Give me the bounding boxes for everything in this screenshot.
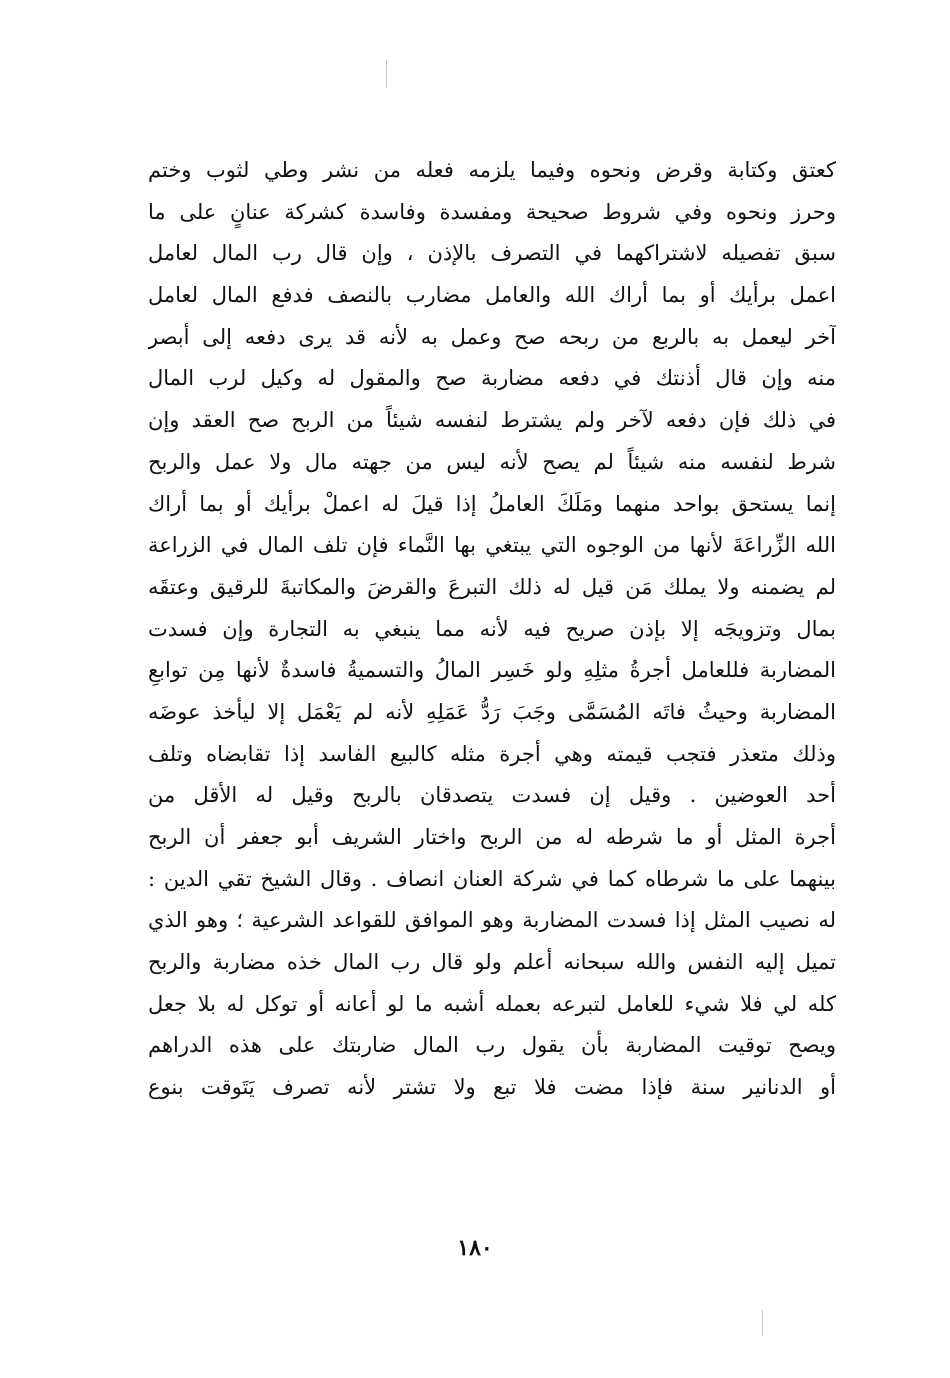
text-line: كعتق وكتابة وقرض ونحوه وفيما يلزمه فعله من نشر وطي لثوب وختم <box>148 158 836 182</box>
text-line: تميل إليه النفس والله سبحانه أعلم ولو قال رب المال خذه مضاربة والربح <box>148 950 836 975</box>
text-line: بينهما على ما شرطاه كما في شركة العنان انصاف . وقال الشيخ تقي الدين : <box>148 866 836 891</box>
text-line: آخر ليعمل به بالربع من ربحه صح وعمل به لأنه قد يرى دفعه إلى أبصر <box>148 324 836 349</box>
text-line: الله الزِّراعَةَ لأنها من الوجوه التي يبتغي بها النَّماء فإن تلف المال في الزراعة <box>148 533 836 558</box>
text-line: بمال وتزويجَه إلا بإذن صريح فيه لأنه مما ينبغي به التجارة وإن فسدت <box>148 616 836 641</box>
scan-speck-top <box>386 60 387 88</box>
text-line: لم يضمنه ولا يملك مَن قيل له ذلك التبرعَ والقرضَ والمكاتبةَ للرقيق وعتقَه <box>148 574 836 599</box>
text-line: أجرة المثل أو ما شرطه له من الربح واختار الشريف أبو جعفر أن الربح <box>148 825 836 849</box>
text-line: سبق تفصيله لاشتراكهما في التصرف بالإذن ، وإن قال رب المال لعامل <box>148 241 836 266</box>
text-line: اعمل برأيك أو بما أراك الله والعامل مضارب بالنصف فدفع المال لعامل <box>148 283 836 308</box>
text-line: في ذلك فإن دفعه لآخر ولم يشترط لنفسه شيئاً من الربح صح العقد وإن <box>148 408 836 433</box>
text-line: له نصيب المثل إذا فسدت المضاربة وهو الموافق للقواعد الشرعية ؛ وهو الذي <box>148 908 836 933</box>
text-line: المضاربة فللعامل أجرةُ مثلِهِ ولو خَسِر المالُ والتسميةُ فاسدةٌ لأنها مِن توابعِ <box>148 658 836 683</box>
scan-speck-bottom <box>762 1310 763 1336</box>
text-line: وذلك متعذر فتجب قيمته وهي أجرة مثله كالبيع الفاسد إذا تقابضاه وتلف <box>148 741 836 766</box>
text-line: أو الدنانير سنة فإذا مضت فلا تبع ولا تشتر لأنه تصرف يَتَوقت بنوع <box>148 1075 836 1100</box>
text-line: إنما يستحق بواحد منهما ومَلَكَ العاملُ إذا قيلَ له اعملْ برأيك أو بما أراك <box>148 491 836 516</box>
text-line: كله لي فلا شيء للعامل لتبرعه بعمله أشبه ما لو أعانه أو توكل له بلا جعل <box>148 991 836 1016</box>
text-line: وحرز ونحوه وفي شروط صحيحة ومفسدة وفاسدة كشركة عنانٍ على ما <box>148 199 836 224</box>
body-text <box>148 150 836 1109</box>
text-line: منه وإن قال أذنتك في دفعه مضاربة صح والمقول له وكيل لرب المال <box>148 366 836 391</box>
page-number: ١٨٠ <box>457 1235 493 1261</box>
text-line: ويصح توقيت المضاربة بأن يقول رب المال ضاربتك على هذه الدراهم <box>148 1033 836 1058</box>
text-line: شرط لنفسه منه شيئاً لم يصح لأنه ليس من جهته مال ولا عمل والربح <box>148 449 836 474</box>
text-line: المضاربة وحيثُ فاتَه المُسَمَّى وجَبَ رَدُّ عَمَلِهِ لأنه لم يَعْمَل إلا ليأخذ عوضَه <box>148 699 836 724</box>
text-line: أحد العوضين . وقيل إن فسدت يتصدقان بالربح وقيل له الأقل من <box>148 783 836 808</box>
